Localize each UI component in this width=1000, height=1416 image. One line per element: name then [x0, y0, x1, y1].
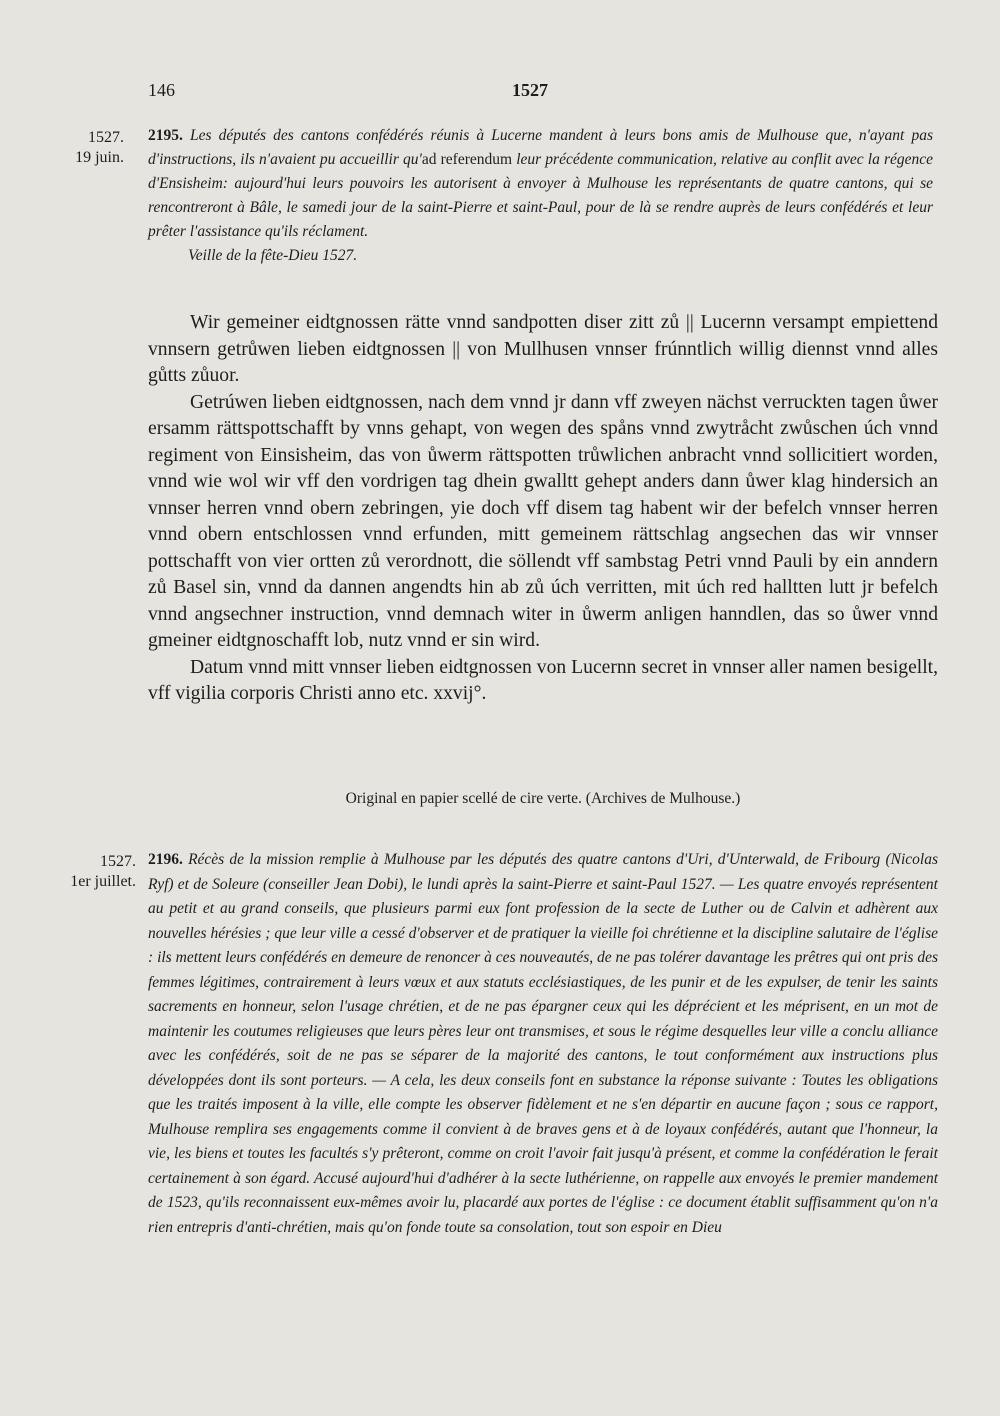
entry-summary-2195 [148, 124, 933, 268]
document-body-2195 [148, 310, 938, 708]
margin-date-2195 [44, 128, 124, 168]
margin-date-2196 [44, 852, 136, 892]
entry-summary-2196 [148, 848, 938, 1240]
summary-ad-referendum: ad referendum [421, 151, 513, 168]
entry-number: 2195. [148, 127, 183, 144]
margin-day: 19 juin. [75, 149, 124, 166]
summary-text-part2: leur précédente communication, relative au conflit avec la régence d'Ensisheim: aujourd'hui leurs pouvoirs les autorisent à envoyer à Mulhouse les représentants de quatre cantons, qui se rencontreront à Bâle, le samedi jour de la saint-Pierre et saint-Paul, pour de là se rendre auprès de leurs confédérés et leur prêter l'assistance qu'ils réclament. [148, 151, 934, 240]
date-line: Veille de la fête-Dieu 1527. [188, 247, 358, 264]
page-number: 146 [148, 80, 175, 100]
margin-year: 1527. [88, 129, 124, 146]
body-paragraph: Wir gemeiner eidtgnossen rätte vnnd sandpotten diser zitt zů || Lucernn versampt empiettend vnnsern getrůwen lieben eidtgnossen || von Mullhusen vnnser frúnntlich willig diennst vnnd alles gůtts zůuor. [148, 312, 938, 386]
margin-day: 1er juillet. [70, 873, 136, 890]
summary-text-part1: Les députés des cantons confédérés réunis à Lucerne mandent à leurs bons amis de Mulhouse que, n'ayant pas d'instructions, ils n'avaient pu accueillir qu' [148, 127, 933, 168]
margin-year: 1527. [100, 853, 136, 870]
running-header-year: 1527 [512, 80, 548, 100]
body-paragraph: Getrúwen lieben eidtgnossen, nach dem vnnd jr dann vff zweyen nächst verruckten tagen ůwer ersamm rättspottschafft by vnns gehapt, von wegen des spåns vnnd zwytråcht zwůschen úch vnnd regiment von Einsisheim, das von ůwerm rättspotten trůwlichen anbracht vnnd sollicitiert worden, vnnd wie wol wir vff den vordrigen tag dhein gwalltt gehept anders dann ůwer klag hindersich an vnnser herren vnnd obern zebringen, yie doch vff disem tag habent wir der befelch vnnser herren vnnd obern entschlossen vnnd erfunden, mitt gemeinem rättschlag angsechen das wir vnnser pottschafft von vier ortten zů verordnott, die söllendt vff sambstag Petri vnnd Pauli by ein anndern zů Basel sin, vnnd da dannen angendts hin ab zů úch verritten, mit úch red halltten lutt jr befelch vnnd angsechner instruction, vnnd demnach witer in ůwerm anligen hanndlen, das so ůwer vnnd gmeiner eidtgnoschafft lob, nutz vnnd er sin wird. [148, 391, 938, 651]
source-note: Original en papier scellé de cire verte. (Archives de Mulhouse.) [345, 790, 741, 807]
summary-text: Récès de la mission remplie à Mulhouse par les députés des quatre cantons d'Uri, d'Unterwald, de Fribourg (Nicolas Ryf) et de Soleure (conseiller Jean Dobi), le lundi après la saint-Pierre et saint-Paul 1527. — Les quatre envoyés représentent au petit et au grand conseils, que plusieurs parmi eux font profession de la secte de Luther ou de Calvin et adhèrent aux nouvelles hérésies ; que leur ville a cessé d'observer et de pratiquer la vieille foi chrétienne et la discipline salutaire de l'église : ils mettent leurs confédérés en demeure de renoncer à ces nouveautés, de ne pas tolérer davantage les prêtres qui ont pris des femmes légitimes, contrairement à leurs vœux et aux statuts ecclésiastiques, de les punir et de les expulser, de tenir les saints sacrements en honneur, selon l'usage chrétien, et de ne pas épargner ceux qui les déprécient et les méprisent, en un mot de maintenir les coutumes religieuses que leurs pères leur ont transmises, et sous le régime desquelles leur ville a conclu alliance avec les confédérés, soit de ne pas se séparer de la majorité des cantons, le tout conformément aux instructions plus développées dont ils sont porteurs. — A cela, les deux conseils font en substance la réponse suivante : Toutes les obligations que les traités imposent à la ville, elle compte les observer fidèlement et ne s'en départir en aucune façon ; sous ce rapport, Mulhouse remplira ses engagements comme il convient à de braves gens et à de loyaux confédérés, autant que l'honneur, la vie, les biens et toutes les facultés s'y prêteront, comme on croit l'avoir fait jusqu'à présent, et comme la confédération le ferait certainement à son égard. Accusé aujourd'hui d'adhérer à la secte luthérienne, on rappelle aux envoyés le premier mandement de 1523, qu'ils reconnaissent eux-mêmes avoir lu, placardé aux portes de l'église : ce document établit suffisamment qu'on n'a rien entrepris d'anti-chrétien, mais qu'on fonde toute sa consolation, tout son espoir en Dieu [148, 851, 938, 1236]
body-paragraph: Datum vnnd mitt vnnser lieben eidtgnossen von Lucernn secret in vnnser aller namen besigellt, vff vigilia corporis Christi anno etc. xxvij°. [148, 656, 938, 704]
entry-number: 2196. [148, 851, 183, 868]
